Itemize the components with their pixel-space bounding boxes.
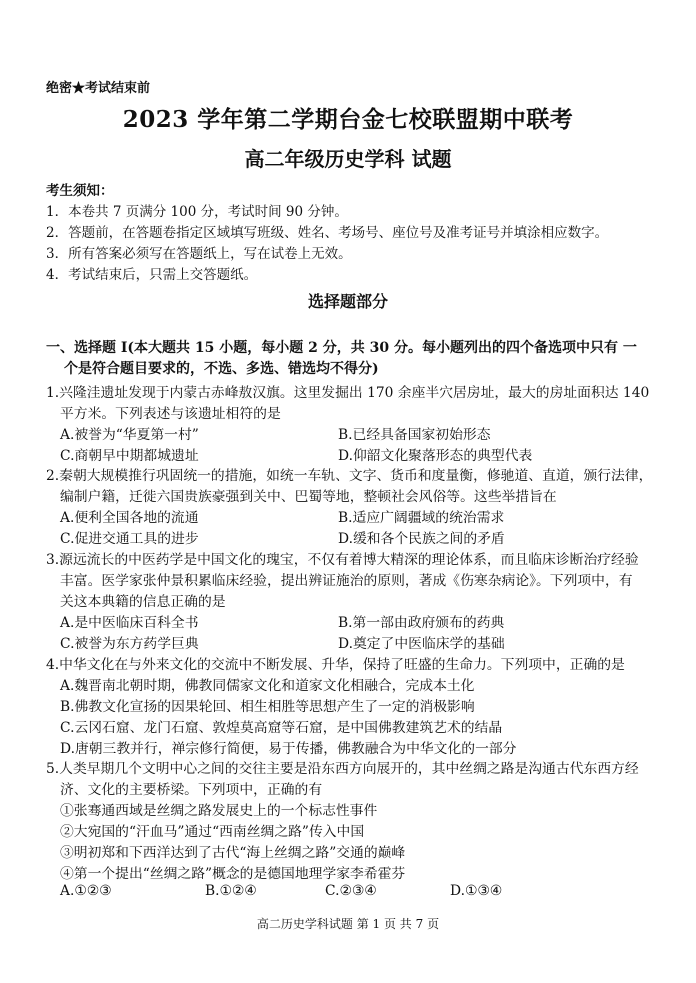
question-stem: 平方米。下列表述与该遗址相符的是 bbox=[60, 406, 281, 422]
option-d: D.唐朝三教并行，禅宗修行简便，易于传播，佛教融合为中华文化的一部分 bbox=[60, 741, 517, 757]
question-stem: 2.秦朝大规模推行巩固统一的措施，如统一车轨、文字、货币和度量衡，修驰道、直道，颁行法律， bbox=[46, 468, 653, 484]
notice-title: 考生须知： bbox=[46, 183, 114, 199]
option-d: D.奠定了中医临床学的基础 bbox=[338, 636, 505, 652]
confidential-label: 绝密★考试结束前 bbox=[46, 81, 151, 96]
exam-subtitle: 高二年级历史学科 试题 bbox=[244, 147, 452, 171]
option-c: C.促进交通工具的进步 bbox=[60, 531, 199, 547]
option-d: D.①③④ bbox=[450, 883, 503, 899]
question-stem: 1.兴隆洼遗址发现于内蒙古赤峰敖汉旗。这里发掘出 170 余座半穴居房址，最大的房址面积达 140 bbox=[46, 385, 650, 401]
option-d: D.缓和各个民族之间的矛盾 bbox=[338, 531, 505, 547]
question-stem: 编制户籍，迁徙六国贵族豪强到关中、巴蜀等地，整顿社会风俗等。这些举措旨在 bbox=[60, 489, 557, 505]
part-instruction: 个是符合题目要求的，不选、多选、错选均不得分) bbox=[64, 361, 379, 377]
statement-2: ②大宛国的“汗血马”通过“西南丝绸之路”传入中国 bbox=[60, 824, 365, 840]
question-stem: 3.源远流长的中医药学是中国文化的瑰宝，不仅有着博大精深的理论体系，而且临床诊断治疗经验 bbox=[46, 552, 639, 568]
notice-item: 1．本卷共 7 页满分 100 分，考试时间 90 分钟。 bbox=[46, 204, 348, 220]
section-title: 选择题部分 bbox=[307, 292, 388, 311]
exam-title: 2023 学年第二学期台金七校联盟期中联考 bbox=[122, 106, 574, 133]
option-c: C.被誉为东方药学巨典 bbox=[60, 636, 199, 652]
question-stem: 4.中华文化在与外来文化的交流中不断发展、升华，保持了旺盛的生命力。下列项中，正确的是 bbox=[46, 657, 625, 673]
notice-item: 3．所有答案必须写在答题纸上，写在试卷上无效。 bbox=[46, 246, 352, 262]
question-stem: 关这本典籍的信息正确的是 bbox=[60, 594, 226, 610]
statement-1: ①张骞通西域是丝绸之路发展史上的一个标志性事件 bbox=[60, 803, 378, 819]
option-a: A.便利全国各地的流通 bbox=[60, 510, 199, 526]
option-c: C.②③④ bbox=[325, 883, 377, 899]
option-a: A.被誉为“华夏第一村” bbox=[60, 427, 199, 443]
option-a: A.魏晋南北朝时期，佛教同儒家文化和道家文化相融合，完成本土化 bbox=[60, 678, 475, 694]
page-footer: 高二历史学科试题 第 1 页 共 7 页 bbox=[256, 917, 440, 931]
statement-4: ④第一个提出“丝绸之路”概念的是德国地理学家李希霍芬 bbox=[60, 866, 406, 882]
option-a: A.是中医临床百科全书 bbox=[60, 615, 199, 631]
option-b: B.适应广阔疆域的统治需求 bbox=[338, 510, 505, 526]
option-c: C.商朝早中期都城遗址 bbox=[60, 448, 199, 464]
option-b: B.已经具备国家初始形态 bbox=[338, 427, 491, 443]
option-c: C.云冈石窟、龙门石窟、敦煌莫高窟等石窟，是中国佛教建筑艺术的结晶 bbox=[60, 720, 503, 736]
option-a: A.①②③ bbox=[60, 883, 112, 899]
notice-item: 2．答题前，在答题卷指定区域填写班级、姓名、考场号、座位号及准考证号并填涂相应数字。 bbox=[46, 225, 609, 241]
notice-item: 4．考试结束后，只需上交答题纸。 bbox=[46, 267, 258, 283]
option-b: B.佛教文化宣扬的因果轮回、相生相胜等思想产生了一定的消极影响 bbox=[60, 699, 475, 715]
option-d: D.仰韶文化聚落形态的典型代表 bbox=[338, 448, 533, 464]
statement-3: ③明初郑和下西洋达到了古代“海上丝绸之路”交通的巅峰 bbox=[60, 845, 406, 861]
part-instruction: 一、选择题 I(本大题共 15 小题，每小题 2 分，共 30 分。每小题列出的四个备选项中只有 一 bbox=[46, 340, 637, 356]
question-stem: 5.人类早期几个文明中心之间的交往主要是沿东西方向展开的，其中丝绸之路是沟通古代东西方经 bbox=[46, 761, 639, 777]
option-b: B.第一部由政府颁布的药典 bbox=[338, 615, 505, 631]
question-stem: 丰富。医学家张仲景积累临床经验，提出辨证施治的原则，著成《伤寒杂病论》。下列项中，有 bbox=[60, 573, 633, 589]
question-stem: 济、文化的主要桥梁。下列项中，正确的有 bbox=[60, 782, 323, 798]
option-b: B.①②④ bbox=[205, 883, 257, 899]
